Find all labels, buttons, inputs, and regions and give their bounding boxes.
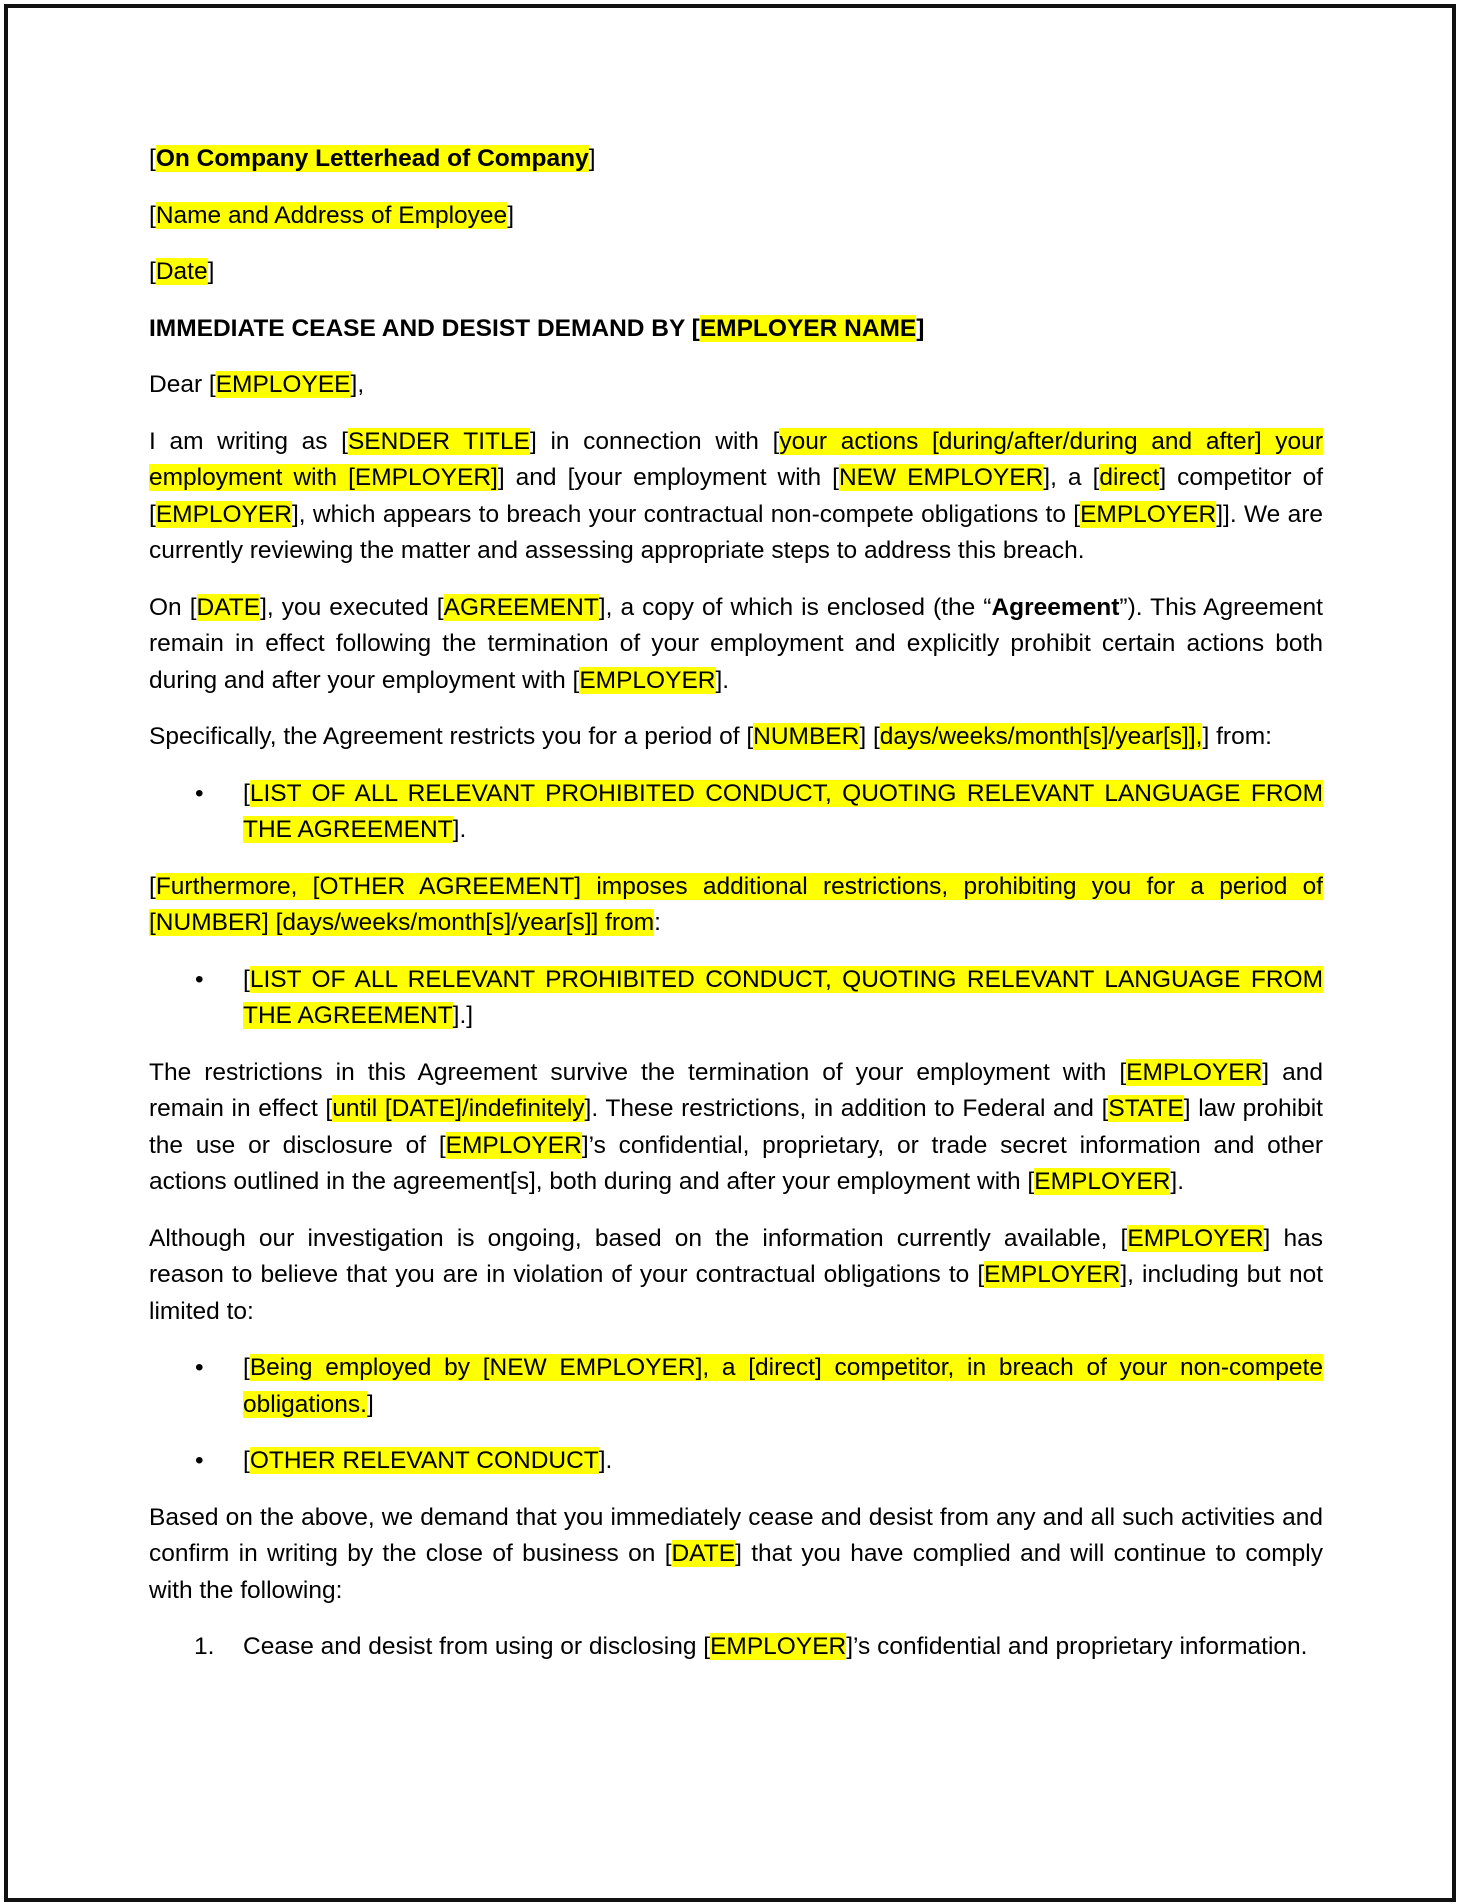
list-item	[149, 1350, 1323, 1423]
prohibited-conduct-placeholder: LIST OF ALL RELEVANT PROHIBITED CONDUCT, QUOTING RELEVANT LANGUAGE FROM THE AGREEMENT	[243, 779, 1323, 843]
number-marker: 1.	[194, 1633, 215, 1660]
list-item	[149, 776, 1323, 849]
text-run: ].	[598, 1447, 613, 1474]
date-line: [Date]	[149, 258, 215, 285]
other-agreement-placeholder: Furthermore, [OTHER AGREEMENT] imposes additional restrictions, prohibiting you for a period of [NUMBER] [days/weeks/month[s]/year[s]] from	[149, 872, 1323, 936]
employer-placeholder: EMPLOYER	[1080, 500, 1217, 528]
addressee-placeholder: Name and Address of Employee	[155, 201, 508, 229]
text-run: I am writing as [	[149, 427, 348, 455]
letterhead-line: [On Company Letterhead of Company]	[149, 145, 596, 172]
text-run: ] in connection with [	[529, 427, 780, 455]
text-run: Cease and desist from using or disclosing [	[243, 1633, 711, 1660]
text-run: ] [	[859, 723, 880, 750]
text-run: Although our investigation is ongoing, based on the information currently available, [	[149, 1224, 1128, 1252]
list-item	[149, 1629, 1323, 1666]
employee-placeholder: EMPLOYEE	[215, 371, 351, 398]
text-run: ], a copy of which is enclosed (the “	[598, 593, 992, 621]
paragraph-other-agreement	[149, 869, 1323, 942]
text-run: [	[243, 965, 250, 993]
text-run: ]’s confidential and proprietary information.	[846, 1633, 1308, 1660]
salutation	[149, 367, 1323, 404]
text-run: ].]	[452, 1002, 474, 1029]
letterhead-placeholder: On Company Letterhead of Company	[155, 145, 589, 172]
employer-name-placeholder: EMPLOYER NAME	[699, 314, 917, 342]
text-run: ] from:	[1202, 723, 1272, 750]
addressee-line: [Name and Address of Employee]	[149, 201, 514, 229]
employer-placeholder: EMPLOYER	[579, 666, 716, 694]
text-run: ]	[366, 1390, 374, 1418]
agreement-defined-term: Agreement	[991, 593, 1120, 621]
paragraph-demand	[149, 1500, 1323, 1610]
date-placeholder: Date	[155, 258, 208, 285]
text-run: [	[243, 1354, 250, 1381]
paragraph-survival	[149, 1055, 1323, 1201]
text-run: [	[243, 1447, 250, 1474]
salutation-text: Dear [	[149, 371, 216, 398]
prohibited-conduct-list	[149, 776, 1323, 849]
paragraph-intro	[149, 424, 1323, 570]
bullet-marker: •	[195, 1447, 204, 1474]
date-placeholder: DATE	[671, 1540, 736, 1567]
text-run: [	[243, 779, 250, 807]
direct-placeholder: direct	[1099, 464, 1160, 491]
text-run: ] and remain in effect [	[149, 1058, 1323, 1122]
text-run: ], you executed [	[260, 593, 444, 621]
text-run: ] and [your employment with [	[497, 464, 839, 491]
text-run: ].	[1170, 1168, 1185, 1195]
bullet-marker: •	[195, 779, 204, 807]
text-run: ]]. We are currently reviewing the matter and assessing appropriate steps to address this breach.	[149, 500, 1323, 564]
employer-placeholder: EMPLOYER	[984, 1261, 1121, 1288]
number-placeholder: NUMBER	[753, 723, 860, 750]
text-run: ], a [	[1043, 464, 1100, 491]
bullet-marker: •	[195, 1354, 204, 1381]
demands-list	[149, 1629, 1323, 1666]
text-run: ] has reason to believe that you are in violation of your contractual obligations to [	[149, 1224, 1323, 1288]
employer-placeholder: EMPLOYER	[445, 1131, 582, 1159]
paragraph-restrictions-period	[149, 719, 1323, 756]
sender-title-placeholder: SENDER TITLE	[347, 427, 530, 455]
prohibited-conduct-placeholder: LIST OF ALL RELEVANT PROHIBITED CONDUCT, QUOTING RELEVANT LANGUAGE FROM THE AGREEMENT	[243, 965, 1323, 1029]
text-run: ].	[715, 666, 730, 694]
date-placeholder: DATE	[196, 593, 261, 621]
employer-placeholder: EMPLOYER	[155, 500, 292, 528]
duration-placeholder: days/weeks/month[s]/year[s]],	[879, 723, 1203, 750]
text-run: ], which appears to breach your contractual non-compete obligations to [	[291, 500, 1081, 528]
text-run: [	[149, 872, 156, 900]
text-run: The restrictions in this Agreement survive the termination of your employment with [	[149, 1058, 1127, 1086]
employer-placeholder: EMPLOYER	[1127, 1224, 1264, 1252]
other-prohibited-conduct-list	[149, 962, 1323, 1035]
salutation-comma: ],	[350, 371, 365, 398]
text-run: ]. These restrictions, in addition to Federal and [	[584, 1095, 1109, 1122]
text-run: Based on the above, we demand that you immediately cease and desist from any and all such activities and confirm in writing by the close of business on [	[149, 1503, 1323, 1567]
text-run: ].	[452, 816, 467, 843]
text-run: ] competitor of [	[149, 464, 1323, 528]
text-run: On [	[149, 593, 197, 621]
text-run: ] that you have complied and will continue to comply with the following:	[149, 1540, 1323, 1604]
employer-placeholder: EMPLOYER	[710, 1633, 847, 1660]
violation-placeholder: Being employed by [NEW EMPLOYER], a [direct] competitor, in breach of your non-compete obligations.	[243, 1354, 1323, 1418]
letter-body	[149, 141, 1323, 1686]
text-run: ] law prohibit the use or disclosure of [	[149, 1095, 1323, 1159]
text-run: Specifically, the Agreement restricts you for a period of [	[149, 723, 754, 750]
state-placeholder: STATE	[1108, 1095, 1184, 1122]
bullet-marker: •	[195, 965, 204, 993]
list-item	[149, 962, 1323, 1035]
paragraph-agreement	[149, 590, 1323, 700]
other-conduct-placeholder: OTHER RELEVANT CONDUCT	[249, 1447, 599, 1474]
violations-list	[149, 1350, 1323, 1480]
text-run: ”). This Agreement remain in effect following the termination of your employment and explicitly prohibit certain actions both during and after your employment with [	[149, 593, 1323, 694]
employer-placeholder: EMPLOYER	[1126, 1058, 1263, 1086]
subject-bracket: ]	[916, 314, 925, 342]
agreement-placeholder: AGREEMENT	[443, 593, 599, 621]
paragraph-investigation	[149, 1221, 1323, 1331]
duration-placeholder: until [DATE]/indefinitely	[332, 1095, 585, 1122]
subject-heading	[149, 311, 1323, 348]
text-run: :	[654, 909, 661, 936]
actions-placeholder: your actions [during/after/during and after] your employment with [EMPLOYER]	[149, 427, 1323, 491]
text-run: ], including but not limited to:	[149, 1261, 1324, 1325]
new-employer-placeholder: NEW EMPLOYER	[838, 464, 1044, 491]
text-run: ]’s confidential, proprietary, or trade secret information and other actions outlined in the agreement[s], both during and after your employment with [	[149, 1131, 1324, 1195]
document-page	[4, 4, 1456, 1902]
list-item	[149, 1443, 1323, 1480]
employer-placeholder: EMPLOYER	[1034, 1168, 1171, 1195]
subject-text: IMMEDIATE CEASE AND DESIST DEMAND BY [	[149, 314, 700, 342]
